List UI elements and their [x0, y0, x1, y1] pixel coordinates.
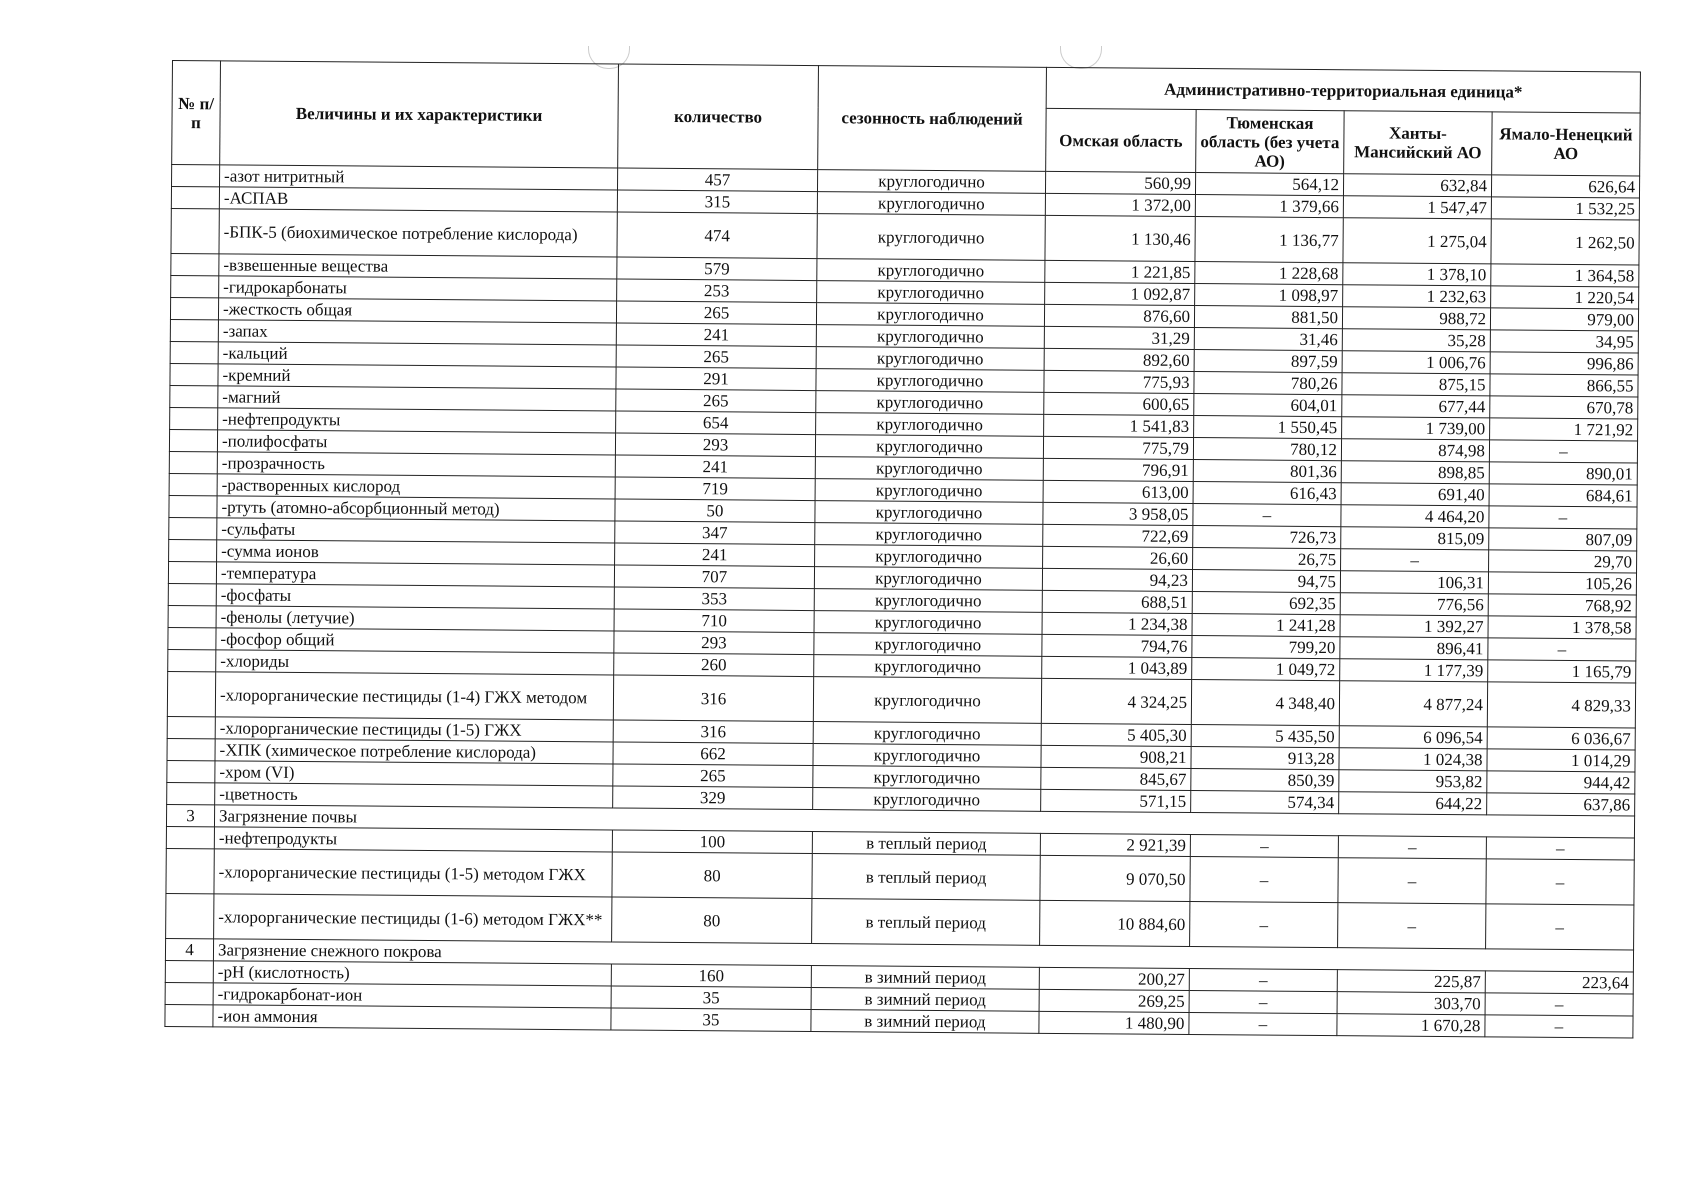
value-khanty: 1 547,47 [1343, 196, 1491, 219]
indicator-name: -pH (кислотность) [213, 961, 611, 986]
value-yamal: 670,78 [1490, 396, 1638, 419]
row-number-cell [170, 363, 218, 385]
value-omsk: 892,60 [1044, 348, 1194, 371]
value-tyumen: – [1190, 835, 1338, 858]
value-yamal: 626,64 [1491, 175, 1639, 198]
indicator-name: -кремний [218, 364, 616, 389]
row-number-cell [170, 385, 218, 407]
value-tyumen: 604,01 [1194, 394, 1342, 417]
value-khanty: 1 275,04 [1343, 218, 1491, 264]
observation-season: круглогодично [815, 545, 1043, 569]
value-khanty: 1 006,76 [1342, 351, 1490, 374]
row-number-cell [165, 1004, 213, 1026]
indicator-name: -ион аммония [213, 1005, 611, 1030]
row-number-cell [171, 208, 219, 253]
observation-season: в зимний период [811, 988, 1039, 1012]
value-tyumen: 26,75 [1193, 548, 1341, 571]
value-khanty: 1 670,28 [1337, 1014, 1485, 1037]
value-omsk: 1 541,83 [1044, 414, 1194, 437]
indicator-count: 654 [616, 411, 816, 435]
indicator-count: 260 [614, 653, 814, 677]
value-khanty: 1 378,10 [1343, 263, 1491, 286]
value-tyumen: 564,12 [1195, 173, 1343, 196]
value-yamal: 1 364,58 [1491, 264, 1639, 287]
header-khanty: Ханты-Мансийский АО [1344, 111, 1492, 175]
value-yamal: – [1485, 1015, 1633, 1038]
value-yamal: 866,55 [1490, 374, 1638, 397]
value-yamal: 684,61 [1489, 484, 1637, 507]
row-number-cell [168, 583, 216, 605]
value-omsk: 94,23 [1042, 568, 1192, 591]
observation-season: круглогодично [816, 303, 1044, 327]
value-omsk: 722,69 [1043, 524, 1193, 547]
indicator-name: -растворенных кислород [217, 474, 615, 499]
value-khanty: 1 232,63 [1343, 285, 1491, 308]
indicator-name: -нефтепродукты [214, 827, 612, 852]
value-omsk: 794,76 [1042, 634, 1192, 657]
value-omsk: 613,00 [1043, 480, 1193, 503]
indicator-count: 160 [611, 964, 811, 988]
monitoring-table [164, 60, 1641, 1039]
value-tyumen: 780,26 [1194, 372, 1342, 395]
value-yamal: – [1489, 440, 1637, 463]
value-khanty: 632,84 [1343, 174, 1491, 197]
indicator-name: -прозрачность [217, 452, 615, 477]
row-number-cell [169, 473, 217, 495]
value-tyumen: 913,28 [1191, 747, 1339, 770]
row-number-cell [169, 539, 217, 561]
value-yamal: 4 829,33 [1487, 682, 1635, 728]
indicator-count: 35 [611, 986, 811, 1010]
indicator-count: 315 [617, 190, 817, 214]
observation-season: в теплый период [812, 899, 1040, 946]
indicator-name: -АСПАВ [219, 187, 617, 212]
value-tyumen: – [1190, 857, 1338, 903]
row-number-cell [171, 275, 219, 297]
value-tyumen: 94,75 [1192, 570, 1340, 593]
row-number-cell [167, 716, 215, 738]
value-tyumen: 4 348,40 [1191, 680, 1339, 726]
indicator-name: -гидрокарбонаты [219, 276, 617, 301]
value-omsk: 200,27 [1039, 967, 1189, 990]
value-omsk: 1 092,87 [1045, 282, 1195, 305]
value-yamal: 1 532,25 [1491, 197, 1639, 220]
indicator-name: -сумма ионов [217, 540, 615, 565]
observation-season: круглогодично [817, 281, 1045, 305]
indicator-name: -жесткость общая [218, 298, 616, 323]
indicator-count: 241 [615, 455, 815, 479]
value-khanty: 303,70 [1337, 992, 1485, 1015]
row-number-cell [170, 297, 218, 319]
observation-season: в зимний период [811, 966, 1039, 990]
indicator-count: 457 [617, 168, 817, 192]
value-khanty: 4 877,24 [1339, 681, 1487, 727]
value-tyumen: 850,39 [1191, 769, 1339, 792]
value-yamal: 1 721,92 [1490, 418, 1638, 441]
row-number-cell [170, 407, 218, 429]
value-tyumen: 780,12 [1193, 438, 1341, 461]
row-number-cell [166, 848, 214, 893]
observation-season: круглогодично [814, 633, 1042, 657]
row-number-cell [168, 649, 216, 671]
indicator-count: 291 [616, 367, 816, 391]
value-omsk: 845,67 [1041, 767, 1191, 790]
indicator-count: 316 [613, 675, 813, 722]
indicator-count: 241 [615, 543, 815, 567]
row-number-cell [170, 319, 218, 341]
punch-hole-mark [1060, 46, 1102, 69]
value-omsk: 31,29 [1044, 326, 1194, 349]
indicator-count: 347 [615, 521, 815, 545]
value-tyumen: – [1189, 1013, 1337, 1036]
indicator-count: 293 [614, 631, 814, 655]
value-khanty: 988,72 [1342, 307, 1490, 330]
header-season: сезонность наблюдений [818, 66, 1047, 172]
value-omsk: 1 234,38 [1042, 612, 1192, 635]
value-tyumen: 801,36 [1193, 460, 1341, 483]
row-number-cell [166, 826, 214, 848]
value-yamal: 979,00 [1490, 308, 1638, 331]
indicator-count: 265 [616, 345, 816, 369]
value-yamal: 944,42 [1487, 771, 1635, 794]
value-khanty: 776,56 [1340, 593, 1488, 616]
value-yamal: 29,70 [1489, 550, 1637, 573]
header-yamal: Ямало-Ненецкий АО [1492, 112, 1640, 176]
row-number-cell [168, 627, 216, 649]
indicator-count: 719 [615, 477, 815, 501]
header-omsk: Омская область [1046, 108, 1196, 172]
indicator-count: 579 [617, 257, 817, 281]
value-tyumen: 692,35 [1192, 592, 1340, 615]
value-yamal: – [1486, 837, 1634, 860]
value-khanty: 815,09 [1341, 527, 1489, 550]
table-body [165, 165, 1640, 1039]
row-number-cell [167, 782, 215, 804]
value-tyumen: 1 136,77 [1195, 217, 1343, 263]
value-khanty: 1 024,38 [1339, 748, 1487, 771]
value-tyumen: 1 550,45 [1194, 416, 1342, 439]
value-tyumen: 1 049,72 [1192, 658, 1340, 681]
value-khanty: 1 392,27 [1340, 615, 1488, 638]
header-name: Величины и их характеристики [220, 61, 619, 168]
indicator-name: -хлорорганические пестициды (1-4) ГЖХ методом [215, 672, 613, 720]
observation-season: круглогодично [813, 744, 1041, 768]
value-tyumen: 616,43 [1193, 482, 1341, 505]
value-yamal: – [1489, 506, 1637, 529]
observation-season: круглогодично [813, 722, 1041, 746]
value-omsk: 1 043,89 [1042, 656, 1192, 679]
value-khanty: 953,82 [1339, 770, 1487, 793]
value-yamal: 996,86 [1490, 352, 1638, 375]
observation-season: круглогодично [816, 325, 1044, 349]
value-khanty: 225,87 [1337, 970, 1485, 993]
observation-season: круглогодично [814, 611, 1042, 635]
value-omsk: 1 130,46 [1045, 215, 1195, 261]
value-tyumen: 1 098,97 [1195, 284, 1343, 307]
indicator-count: 662 [613, 742, 813, 766]
value-yamal: 1 378,58 [1488, 616, 1636, 639]
value-yamal: – [1486, 859, 1634, 905]
section-title: Загрязнение почвы [214, 805, 1634, 838]
value-tyumen: 1 228,68 [1195, 262, 1343, 285]
value-omsk: 775,79 [1043, 436, 1193, 459]
observation-season: круглогодично [817, 192, 1045, 216]
observation-season: круглогодично [814, 567, 1042, 591]
value-omsk: 908,21 [1041, 745, 1191, 768]
row-number-cell [171, 187, 219, 209]
value-tyumen: 726,73 [1193, 526, 1341, 549]
indicator-name: -фосфор общий [216, 628, 614, 653]
observation-season: круглогодично [817, 170, 1045, 194]
indicator-count: 265 [616, 301, 816, 325]
value-tyumen: 799,20 [1192, 636, 1340, 659]
value-khanty: 1 177,39 [1340, 659, 1488, 682]
table-header [172, 61, 1641, 177]
value-omsk: 4 324,25 [1041, 678, 1191, 724]
value-yamal: 768,92 [1488, 594, 1636, 617]
indicator-count: 253 [617, 279, 817, 303]
value-omsk: 3 958,05 [1043, 502, 1193, 525]
indicator-count: 50 [615, 499, 815, 523]
indicator-name: -полифосфаты [217, 430, 615, 455]
observation-season: в зимний период [811, 1010, 1039, 1034]
observation-season: круглогодично [813, 788, 1041, 812]
value-tyumen: – [1189, 991, 1337, 1014]
observation-season: круглогодично [815, 479, 1043, 503]
row-number-cell [165, 960, 213, 982]
observation-season: круглогодично [815, 501, 1043, 525]
value-omsk: 1 221,85 [1045, 260, 1195, 283]
value-tyumen: 1 379,66 [1195, 195, 1343, 218]
value-khanty: 4 464,20 [1341, 505, 1489, 528]
indicator-count: 241 [616, 323, 816, 347]
indicator-count: 35 [611, 1008, 811, 1032]
value-khanty: 691,40 [1341, 483, 1489, 506]
value-yamal: 223,64 [1485, 971, 1633, 994]
value-yamal: 807,09 [1489, 528, 1637, 551]
value-omsk: 26,60 [1043, 546, 1193, 569]
value-yamal: 1 014,29 [1487, 749, 1635, 772]
observation-season: круглогодично [814, 655, 1042, 679]
indicator-count: 293 [615, 433, 815, 457]
indicator-name: -магний [218, 386, 616, 411]
indicator-count: 265 [613, 764, 813, 788]
observation-season: круглогодично [814, 589, 1042, 613]
value-tyumen: 1 241,28 [1192, 614, 1340, 637]
value-yamal: – [1488, 638, 1636, 661]
row-number-cell [167, 760, 215, 782]
value-khanty: 1 739,00 [1342, 417, 1490, 440]
value-tyumen: – [1190, 902, 1338, 948]
indicator-name: -температура [216, 562, 614, 587]
row-number-cell [172, 165, 220, 187]
indicator-name: -азот нитритный [220, 165, 618, 190]
row-number-cell [168, 561, 216, 583]
indicator-count: 265 [616, 389, 816, 413]
value-tyumen: – [1193, 504, 1341, 527]
row-number-cell [169, 429, 217, 451]
indicator-name: -ртуть (атомно-абсорбционный метод) [217, 496, 615, 521]
value-yamal: 890,01 [1489, 462, 1637, 485]
indicator-name: -кальций [218, 342, 616, 367]
observation-season: круглогодично [817, 214, 1045, 261]
row-number-cell [171, 253, 219, 275]
value-omsk: 600,65 [1044, 392, 1194, 415]
value-khanty: – [1338, 858, 1486, 904]
observation-season: круглогодично [813, 677, 1041, 724]
value-khanty: 677,44 [1342, 395, 1490, 418]
value-yamal: 105,26 [1488, 572, 1636, 595]
indicator-name: -хлорорганические пестициды (1-5) ГЖХ [215, 717, 613, 742]
indicator-name: -нефтепродукты [218, 408, 616, 433]
observation-season: круглогодично [816, 369, 1044, 393]
header-tyumen: Тюменская область (без учета АО) [1196, 110, 1344, 174]
indicator-name: -хром (VI) [215, 761, 613, 786]
value-tyumen: – [1189, 969, 1337, 992]
value-yamal: 6 036,67 [1487, 727, 1635, 750]
value-omsk: 9 070,50 [1040, 855, 1190, 901]
observation-season: круглогодично [813, 766, 1041, 790]
observation-season: круглогодично [815, 435, 1043, 459]
value-omsk: 10 884,60 [1040, 900, 1190, 946]
row-number-cell [166, 893, 214, 938]
value-yamal: 1 220,54 [1491, 286, 1639, 309]
value-omsk: 2 921,39 [1040, 833, 1190, 856]
indicator-count: 80 [612, 897, 812, 944]
value-yamal: 34,95 [1490, 330, 1638, 353]
indicator-name: -цветность [215, 783, 613, 808]
value-omsk: 560,99 [1045, 171, 1195, 194]
row-number-cell [167, 738, 215, 760]
value-omsk: 796,91 [1043, 458, 1193, 481]
indicator-name: -фенолы (летучие) [216, 606, 614, 631]
observation-season: круглогодично [816, 347, 1044, 371]
value-khanty: 896,41 [1340, 637, 1488, 660]
value-khanty: – [1338, 836, 1486, 859]
row-number-cell [169, 495, 217, 517]
value-omsk: 775,93 [1044, 370, 1194, 393]
value-khanty: 6 096,54 [1339, 726, 1487, 749]
indicator-name: -гидрокарбонат-ион [213, 983, 611, 1008]
indicator-name: -запах [218, 320, 616, 345]
indicator-count: 100 [612, 830, 812, 854]
observation-season: круглогодично [816, 391, 1044, 415]
indicator-name: -хлорорганические пестициды (1-5) методом ГЖХ [214, 849, 612, 897]
value-omsk: 1 480,90 [1039, 1011, 1189, 1034]
row-number-cell [169, 517, 217, 539]
indicator-count: 329 [613, 786, 813, 810]
value-omsk: 269,25 [1039, 989, 1189, 1012]
indicator-count: 316 [613, 720, 813, 744]
value-khanty: – [1338, 903, 1486, 949]
indicator-name: -БПК-5 (биохимическое потребление кислорода) [219, 209, 617, 257]
observation-season: в теплый период [812, 854, 1040, 901]
value-tyumen: 31,46 [1194, 328, 1342, 351]
row-number-cell [165, 982, 213, 1004]
observation-season: круглогодично [815, 457, 1043, 481]
row-number-cell [168, 605, 216, 627]
row-number-cell [170, 341, 218, 363]
value-yamal: 637,86 [1487, 793, 1635, 816]
observation-season: круглогодично [816, 413, 1044, 437]
value-khanty: 898,85 [1341, 461, 1489, 484]
value-omsk: 688,51 [1042, 590, 1192, 613]
section-title: Загрязнение снежного покрова [213, 939, 1633, 972]
section-number: 3 [166, 804, 214, 826]
value-tyumen: 574,34 [1191, 791, 1339, 814]
value-khanty: 106,31 [1340, 571, 1488, 594]
indicator-count: 353 [614, 587, 814, 611]
value-khanty: 874,98 [1341, 439, 1489, 462]
header-no: № п/п [172, 61, 221, 165]
row-number-cell [167, 671, 215, 716]
observation-season: в теплый период [812, 832, 1040, 856]
value-yamal: – [1486, 904, 1634, 950]
observation-season: круглогодично [815, 523, 1043, 547]
value-khanty: 875,15 [1342, 373, 1490, 396]
value-omsk: 571,15 [1041, 789, 1191, 812]
indicator-name: -сульфаты [217, 518, 615, 543]
indicator-name: -фосфаты [216, 584, 614, 609]
header-count: количество [618, 64, 819, 170]
indicator-count: 707 [614, 565, 814, 589]
indicator-name: -ХПК (химическое потребление кислорода) [215, 739, 613, 764]
row-number-cell [169, 451, 217, 473]
value-tyumen: 5 435,50 [1191, 725, 1339, 748]
indicator-count: 710 [614, 609, 814, 633]
header-admin-unit: Административно-территориальная единица* [1046, 67, 1640, 113]
value-omsk: 1 372,00 [1045, 193, 1195, 216]
value-omsk: 5 405,30 [1041, 723, 1191, 746]
value-khanty: 644,22 [1339, 792, 1487, 815]
value-omsk: 876,60 [1044, 304, 1194, 327]
indicator-count: 80 [612, 852, 812, 899]
value-yamal: 1 165,79 [1488, 660, 1636, 683]
value-khanty: 35,28 [1342, 329, 1490, 352]
indicator-count: 474 [617, 212, 817, 259]
observation-season: круглогодично [817, 259, 1045, 283]
value-tyumen: 881,50 [1194, 306, 1342, 329]
value-khanty: – [1341, 549, 1489, 572]
value-yamal: 1 262,50 [1491, 219, 1639, 265]
indicator-name: -хлорорганические пестициды (1-6) методом ГЖХ** [214, 894, 612, 942]
value-tyumen: 897,59 [1194, 350, 1342, 373]
value-yamal: – [1485, 993, 1633, 1016]
indicator-name: -взвешенные вещества [219, 254, 617, 279]
indicator-name: -хлориды [216, 650, 614, 675]
section-number: 4 [165, 938, 213, 960]
